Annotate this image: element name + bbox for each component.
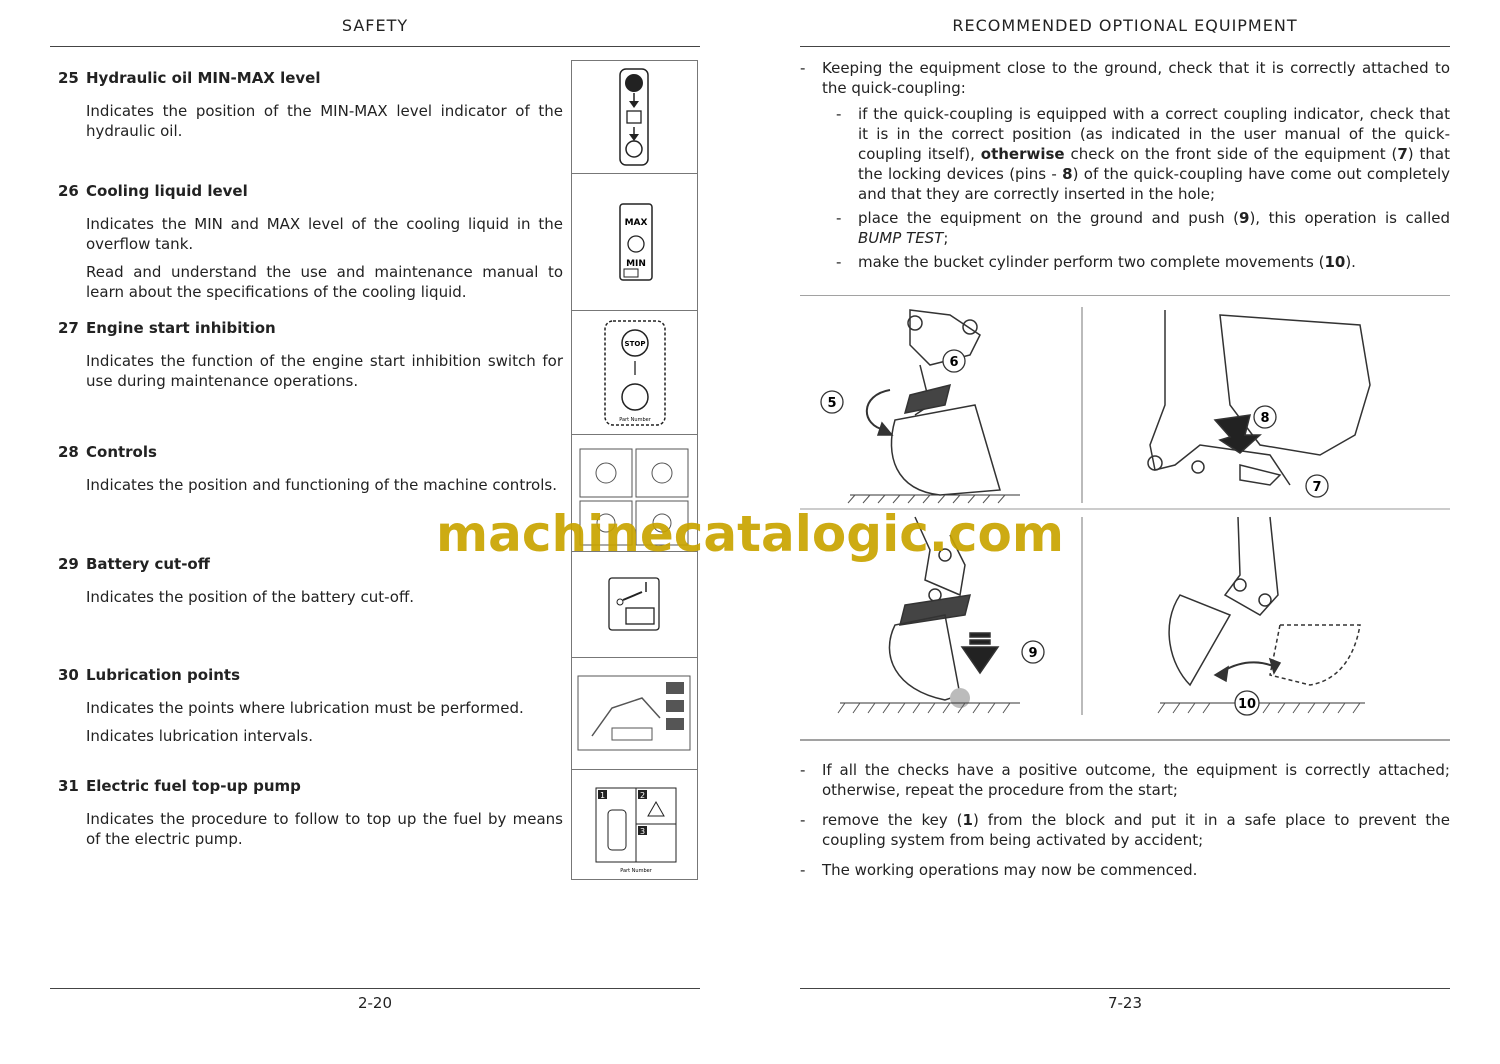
footer-rule	[800, 988, 1450, 989]
engine-inhibition-decal	[572, 311, 697, 435]
lubrication-points-icon	[572, 658, 697, 770]
panel-attach	[850, 310, 1020, 495]
svg-text:1: 1	[599, 791, 606, 800]
list-item: - Keeping the equipment close to the ground, check that it is correctly attached to the quick-coupling:	[800, 58, 1450, 98]
list-item: - If all the checks have a positive outcome, the equipment is correctly attached; otherwise, repeat the procedure from the start;	[800, 760, 1450, 800]
svg-text:MAX: MAX	[624, 218, 648, 228]
battery-icon	[572, 552, 697, 658]
entry-title: 31 Electric fuel top-up pump	[58, 777, 301, 795]
svg-text:2: 2	[639, 791, 646, 800]
entry-28	[58, 443, 563, 503]
list-subitem: - make the bucket cylinder perform two complete movements (10).	[836, 252, 1450, 272]
page-header: RECOMMENDED OPTIONAL EQUIPMENT	[952, 16, 1298, 35]
panel-pins	[1148, 310, 1370, 485]
decal-column	[571, 60, 698, 880]
svg-text:Part Number: Part Number	[620, 868, 652, 874]
entry-26	[58, 182, 563, 310]
list-item: - remove the key (1) from the block and put it in a safe place to prevent the coupling system from being activated by accident;	[800, 810, 1450, 850]
cooling-liquid-decal	[572, 174, 697, 311]
fuel-pump-icon	[572, 770, 697, 879]
entry-text: Indicates the MIN and MAX level of the cooling liquid in the overflow tank.	[86, 215, 563, 253]
coolant-level-icon	[572, 174, 697, 311]
hydraulic-oil-decal	[572, 61, 697, 174]
entry-text: Indicates the function of the engine start inhibition switch for use during maintenance operations.	[86, 352, 563, 390]
entry-title: 30 Lubrication points	[58, 666, 241, 684]
entry-30	[58, 666, 563, 754]
svg-text:6: 6	[949, 355, 959, 370]
entry-25	[58, 69, 563, 149]
entry-31	[58, 777, 563, 857]
battery-cutoff-decal	[572, 552, 697, 658]
svg-text:MIN: MIN	[626, 259, 646, 269]
svg-text:7: 7	[1312, 480, 1322, 495]
svg-text:8: 8	[1260, 411, 1270, 426]
header-rule	[50, 46, 700, 47]
entry-text: Indicates the position and functioning of the machine controls.	[86, 476, 557, 494]
entry-29	[58, 555, 563, 615]
svg-text:10: 10	[1237, 697, 1257, 712]
fuel-pump-decal	[572, 770, 697, 879]
entry-text: Indicates the position of the MIN-MAX level indicator of the hydraulic oil.	[86, 102, 563, 140]
entry-text: Read and understand the use and maintenance manual to learn about the specifications of the cooling liquid.	[86, 263, 563, 301]
entry-text: Indicates the points where lubrication must be performed.	[86, 699, 524, 717]
svg-text:5: 5	[827, 396, 837, 411]
procedure-list-bottom	[800, 760, 1450, 886]
page-number: 2-20	[357, 994, 393, 1012]
entry-title: 28 Controls	[58, 443, 157, 461]
entry-title: 26 Cooling liquid level	[58, 182, 248, 200]
page-number: 7-23	[1107, 994, 1143, 1012]
footer-rule	[50, 988, 700, 989]
entry-text: Indicates the procedure to follow to top up the fuel by means of the electric pump.	[86, 810, 563, 848]
svg-text:Part Number: Part Number	[619, 417, 651, 423]
watermark: machinecatalogic.com	[436, 505, 1064, 563]
svg-text:STOP: STOP	[624, 340, 646, 348]
procedure-list-top	[800, 58, 1450, 276]
entry-text: Indicates the position of the battery cut-off.	[86, 588, 415, 606]
lubrication-decal	[572, 658, 697, 770]
list-item: - The working operations may now be commenced.	[800, 860, 1450, 880]
hydraulic-oil-level-icon	[572, 61, 697, 174]
page-header: SAFETY	[341, 16, 409, 35]
list-subitem: - place the equipment on the ground and push (9), this operation is called BUMP TEST;	[836, 208, 1450, 248]
entry-title: 27 Engine start inhibition	[58, 319, 276, 337]
list-subitem: - if the quick-coupling is equipped with a correct coupling indicator, check that it is in the correct position (as indicated in the user manual of the quick-coupling itself), otherwise check on the front side of the equipment (7) that the locking devices (pins - 8) of the quick-coupling have come out completely and that they are correctly inserted in the hole;	[836, 104, 1450, 204]
entry-text: Indicates lubrication intervals.	[86, 727, 313, 745]
engine-stop-icon	[572, 311, 697, 435]
entry-title: 25 Hydraulic oil MIN-MAX level	[58, 69, 321, 87]
header-rule	[800, 46, 1450, 47]
svg-text:9: 9	[1028, 646, 1038, 661]
ground-hatch	[838, 703, 1010, 713]
ground-hatch	[848, 495, 1005, 503]
entry-title: 29 Battery cut-off	[58, 555, 210, 573]
svg-text:3: 3	[639, 827, 646, 836]
entry-27	[58, 319, 563, 399]
